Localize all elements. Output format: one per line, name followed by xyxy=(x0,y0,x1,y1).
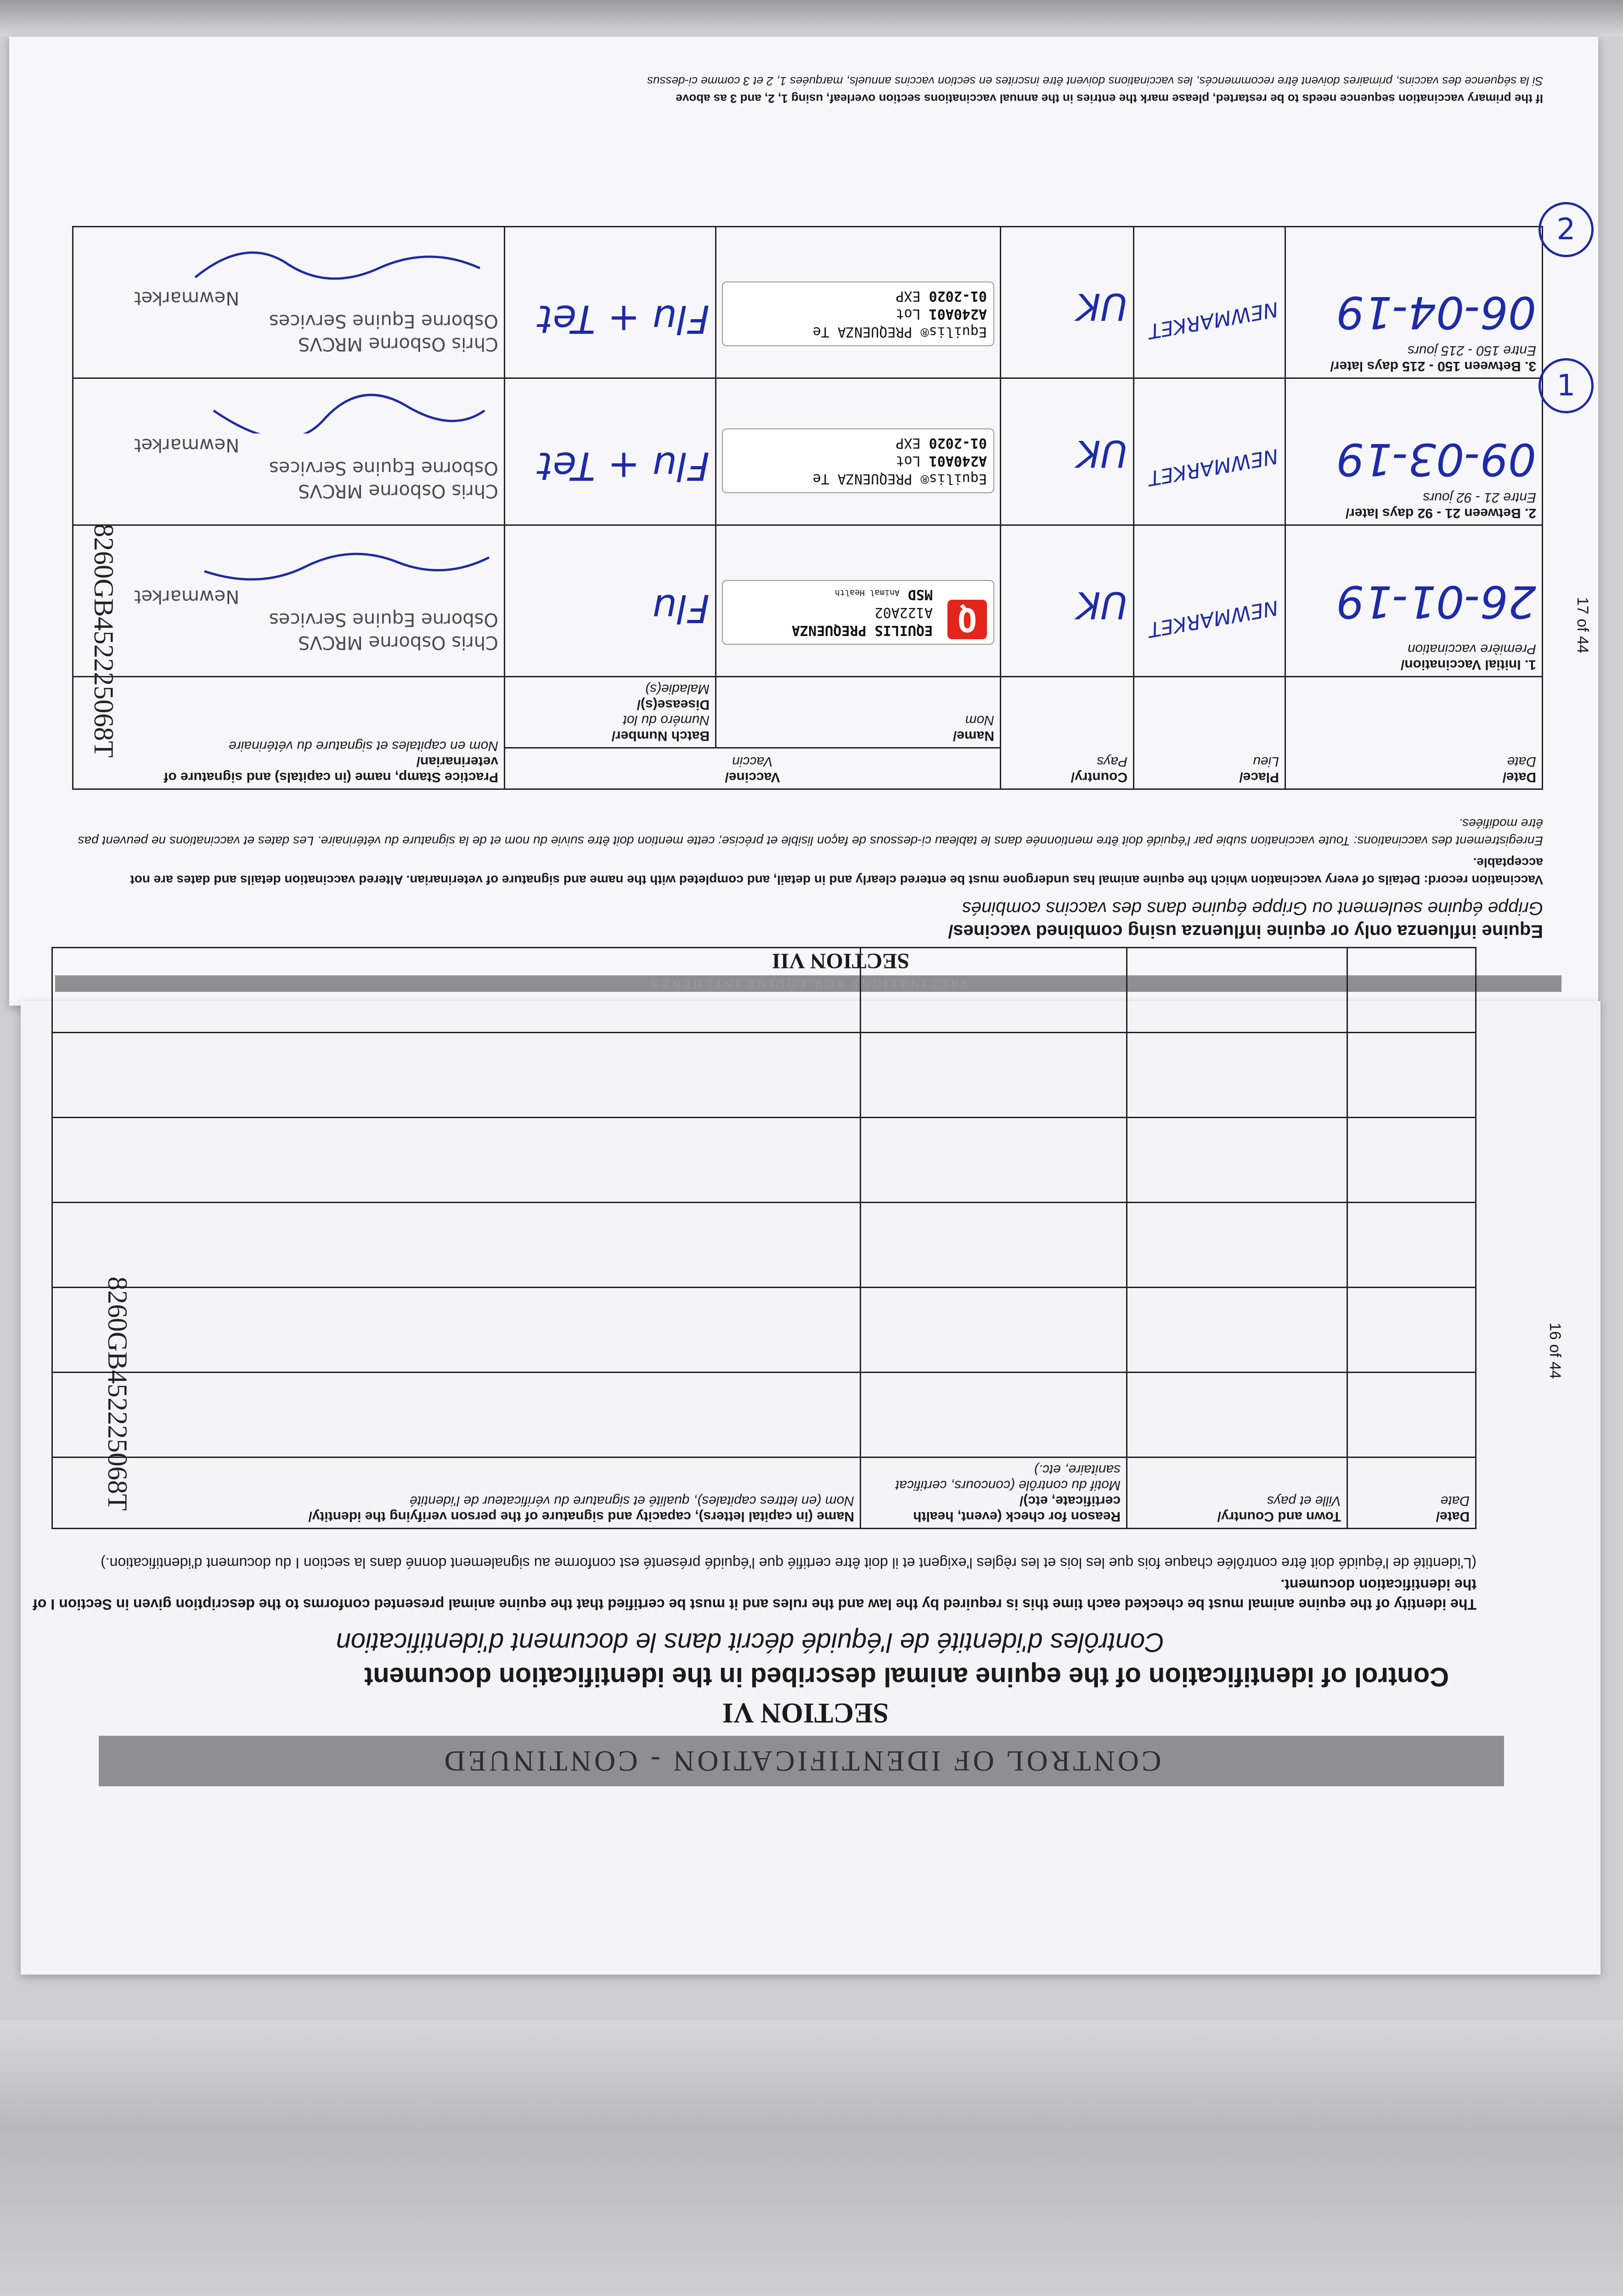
vaccine-sticker: Equilis® PREQUENZA Te A240A01 Lot 01-2020 EXP xyxy=(722,428,994,493)
side-code: 8260GB452225068T xyxy=(102,1277,133,1511)
handwritten-date: 26-01-19 xyxy=(1336,576,1536,627)
empty-row xyxy=(52,1033,1476,1118)
date-entry-cell[interactable] xyxy=(1347,1118,1476,1203)
row-place-cell xyxy=(1134,378,1285,525)
scanner-edge-top xyxy=(0,0,1623,37)
town-entry-cell[interactable] xyxy=(1127,1118,1347,1203)
col-country: Country/ Pays xyxy=(1001,677,1134,789)
verifier-entry-cell[interactable] xyxy=(52,948,861,1033)
verifier-entry-cell[interactable] xyxy=(52,1118,861,1203)
scanner-edge-bottom xyxy=(0,2020,1623,2296)
row-stamp-cell xyxy=(73,227,505,378)
date-entry-cell[interactable] xyxy=(1347,1288,1476,1373)
town-entry-cell[interactable] xyxy=(1127,1288,1347,1373)
row-disease-cell xyxy=(505,227,716,378)
vaccination-row-1 xyxy=(73,525,1543,677)
handwritten-place: NEWMARKET xyxy=(1146,596,1280,642)
practice-stamp: Chris Osborne MRCVS Osborne Equine Services Newmarket xyxy=(134,434,498,501)
page-number: 17 of 44 xyxy=(1574,597,1591,653)
header-row xyxy=(52,1458,1476,1529)
row-disease-cell xyxy=(505,525,716,677)
empty-row xyxy=(52,1118,1476,1203)
row-label: 1. Initial Vaccination/ xyxy=(1400,657,1536,672)
col-vaccine: Vaccine/ Vaccin xyxy=(505,748,1001,789)
town-entry-cell[interactable] xyxy=(1127,1373,1347,1458)
empty-row xyxy=(52,948,1476,1033)
row-label-fr: Entre 21 - 92 jours xyxy=(1423,490,1536,505)
reason-entry-cell[interactable] xyxy=(861,1288,1127,1373)
handwritten-disease: Flu + Tet xyxy=(537,297,710,342)
section-banner: VACCINATIONS FOR EQUINE INFLUENZA xyxy=(55,975,1561,992)
verifier-entry-cell[interactable] xyxy=(52,1203,861,1288)
intro-fr: (L'identité de l'équidé doit être contrôlée chaque fois que les lois et les règles l'exigent et il doit être certifié que l'équidé présenté est conforme au signalement donné dans la section I du document d'identification.) xyxy=(101,1555,1476,1571)
handwritten-date: 06-04-19 xyxy=(1336,287,1536,338)
row-label-fr: Entre 150 - 215 jours xyxy=(1407,343,1536,358)
col-date: Date/ Date xyxy=(1347,1458,1476,1529)
vaccination-table xyxy=(72,226,1543,790)
town-entry-cell[interactable] xyxy=(1127,1033,1347,1118)
row-place-cell xyxy=(1134,227,1285,378)
header-row-1 xyxy=(73,748,1543,789)
row-date-cell xyxy=(1285,525,1543,677)
footnote-fr: Si la séquence des vaccins, primaires doivent être recommencés, les vaccinations doivent être inscrites en section vaccins annuels, marquées 1, 2 et 3 comme ci-dessus xyxy=(647,74,1543,88)
side-code: 8260GB452225068T xyxy=(89,523,119,758)
verifier-entry-cell[interactable] xyxy=(52,1373,861,1458)
row-place-cell xyxy=(1134,525,1285,677)
verifier-entry-cell[interactable] xyxy=(52,1033,861,1118)
passport-page-16 xyxy=(21,1001,1600,1975)
section-title: SECTION VI xyxy=(722,1697,889,1728)
town-entry-cell[interactable] xyxy=(1127,1203,1347,1288)
row-label: 2. Between 21 - 92 days later/ xyxy=(1345,506,1536,521)
row-stamp-cell xyxy=(73,378,505,525)
col-stamp: Practice Stamp, name (in capitals) and signature of veterinarian/ Nom en capitales et signature du vétérinaire xyxy=(73,677,505,789)
col-verifier: Name (in capital letters), capacity and signature of the person verifying the identity/ Nom (en lettres capitales), qualité et signature du vérificateur de l'identité xyxy=(52,1458,861,1529)
title-fr: Contrôles d'identité de l'équidé décrit dans le document d'identification xyxy=(336,1627,1164,1657)
handwritten-place: NEWMARKET xyxy=(1146,444,1280,490)
circled-number-2: 2 xyxy=(1538,202,1594,257)
handwritten-disease: Flu + Tet xyxy=(537,444,710,489)
col-date: Date/ Date xyxy=(1285,677,1543,789)
intro-en: Vaccination record: Details of every vaccination which the equine animal has undergone must be entered clearly and in detail, and completed with the name and signature of veterinarian. Altered vaccination details and dates are not acceptable. xyxy=(130,855,1543,887)
reason-entry-cell[interactable] xyxy=(861,1203,1127,1288)
row-vaccine-cell xyxy=(716,525,1001,677)
title-fr: Grippe équine seulement ou Grippe équine dans des vaccins combinés xyxy=(962,898,1543,918)
handwritten-disease: Flu xyxy=(652,586,710,631)
intro-en: The identity of the equine animal must be checked each time this is required by the law and the rules and it must be certified that the equine animal presented conforms to the description given in Section I of the identification document. xyxy=(33,1576,1476,1613)
handwritten-place: NEWMARKET xyxy=(1146,297,1280,343)
row-vaccine-cell xyxy=(716,378,1001,525)
circled-number-1: 1 xyxy=(1538,358,1594,413)
col-name: Name/ Nom xyxy=(716,677,1001,748)
signature-scribble xyxy=(177,392,498,433)
date-entry-cell[interactable] xyxy=(1347,1033,1476,1118)
vaccination-row-3 xyxy=(73,227,1543,378)
reason-entry-cell[interactable] xyxy=(861,1373,1127,1458)
footnote-en: If the primary vaccination sequence needs to be restarted, please mark the entries in the annual vaccinations section overleaf, using 1, 2, and 3 as above xyxy=(676,92,1543,106)
empty-row xyxy=(52,1288,1476,1373)
section-title: SECTION VII xyxy=(772,949,909,973)
row-disease-cell xyxy=(505,378,716,525)
col-reason: Reason for check (event, health certificate, etc)/ Motif du contrôle (concours, certificat sanitaire, etc.) xyxy=(861,1458,1127,1529)
reason-entry-cell[interactable] xyxy=(861,1033,1127,1118)
reason-entry-cell[interactable] xyxy=(861,1118,1127,1203)
vaccine-sticker: Equilis® PREQUENZA Te A240A01 Lot 01-2020 EXP xyxy=(722,281,994,346)
intro-fr: Enregistrement des vaccinations: Toute vaccination subie par l'équidé doit être mentionnée dans le tableau ci-dessous de façon lisible et précise; cette mention doit être suivie du nom et de la signature du vétérinaire. Les dates et vaccinations ne peuvent pas être modifiées. xyxy=(78,816,1543,848)
date-entry-cell[interactable] xyxy=(1347,1203,1476,1288)
col-place: Place/ Lieu xyxy=(1134,677,1285,789)
row-label: 3. Between 150 - 215 days later/ xyxy=(1330,359,1536,374)
page-number: 16 of 44 xyxy=(1546,1322,1564,1379)
row-label-fr: Première vaccination xyxy=(1407,642,1536,657)
signature-scribble xyxy=(177,245,498,287)
practice-stamp: Chris Osborne MRCVS Osborne Equine Services Newmarket xyxy=(134,287,498,355)
row-stamp-cell xyxy=(73,525,505,677)
row-date-cell xyxy=(1285,378,1543,525)
identity-check-table xyxy=(51,947,1476,1529)
signature-scribble xyxy=(177,544,498,585)
vaccination-row-2 xyxy=(73,378,1543,525)
date-entry-cell[interactable] xyxy=(1347,1373,1476,1458)
passport-page-17 xyxy=(9,37,1598,1006)
handwritten-date: 09-03-19 xyxy=(1336,433,1536,485)
row-country-cell xyxy=(1001,378,1134,525)
reason-entry-cell[interactable] xyxy=(861,948,1127,1033)
date-entry-cell[interactable] xyxy=(1347,948,1476,1033)
practice-stamp: Chris Osborne MRCVS Osborne Equine Services Newmarket xyxy=(134,586,498,653)
section-banner: CONTROL OF IDENTIFICATION - CONTINUED xyxy=(99,1736,1504,1786)
handwritten-country: UK xyxy=(1076,584,1127,626)
vaccine-sticker: Q EQUILIS PREQUENZA A122A02 MSD Animal Health xyxy=(722,580,994,645)
handwritten-country: UK xyxy=(1076,285,1127,328)
handwritten-country: UK xyxy=(1076,432,1127,475)
q-logo-icon: Q xyxy=(947,600,987,639)
empty-row xyxy=(52,1373,1476,1458)
title-en: Equine influenza only or equine influenza using combined vaccines/ xyxy=(948,921,1543,941)
row-country-cell xyxy=(1001,525,1134,677)
row-vaccine-cell xyxy=(716,227,1001,378)
col-batch-disease: Batch Number/ Numéro du lot Disease(s)/ Maladie(s) xyxy=(505,677,716,748)
town-entry-cell[interactable] xyxy=(1127,948,1347,1033)
col-town: Town and Country/ Ville et pays xyxy=(1127,1458,1347,1529)
verifier-entry-cell[interactable] xyxy=(52,1288,861,1373)
empty-row xyxy=(52,1203,1476,1288)
row-country-cell xyxy=(1001,227,1134,378)
title-en: Control of identification of the equine animal described in the identification document xyxy=(364,1662,1449,1692)
row-date-cell xyxy=(1285,227,1543,378)
